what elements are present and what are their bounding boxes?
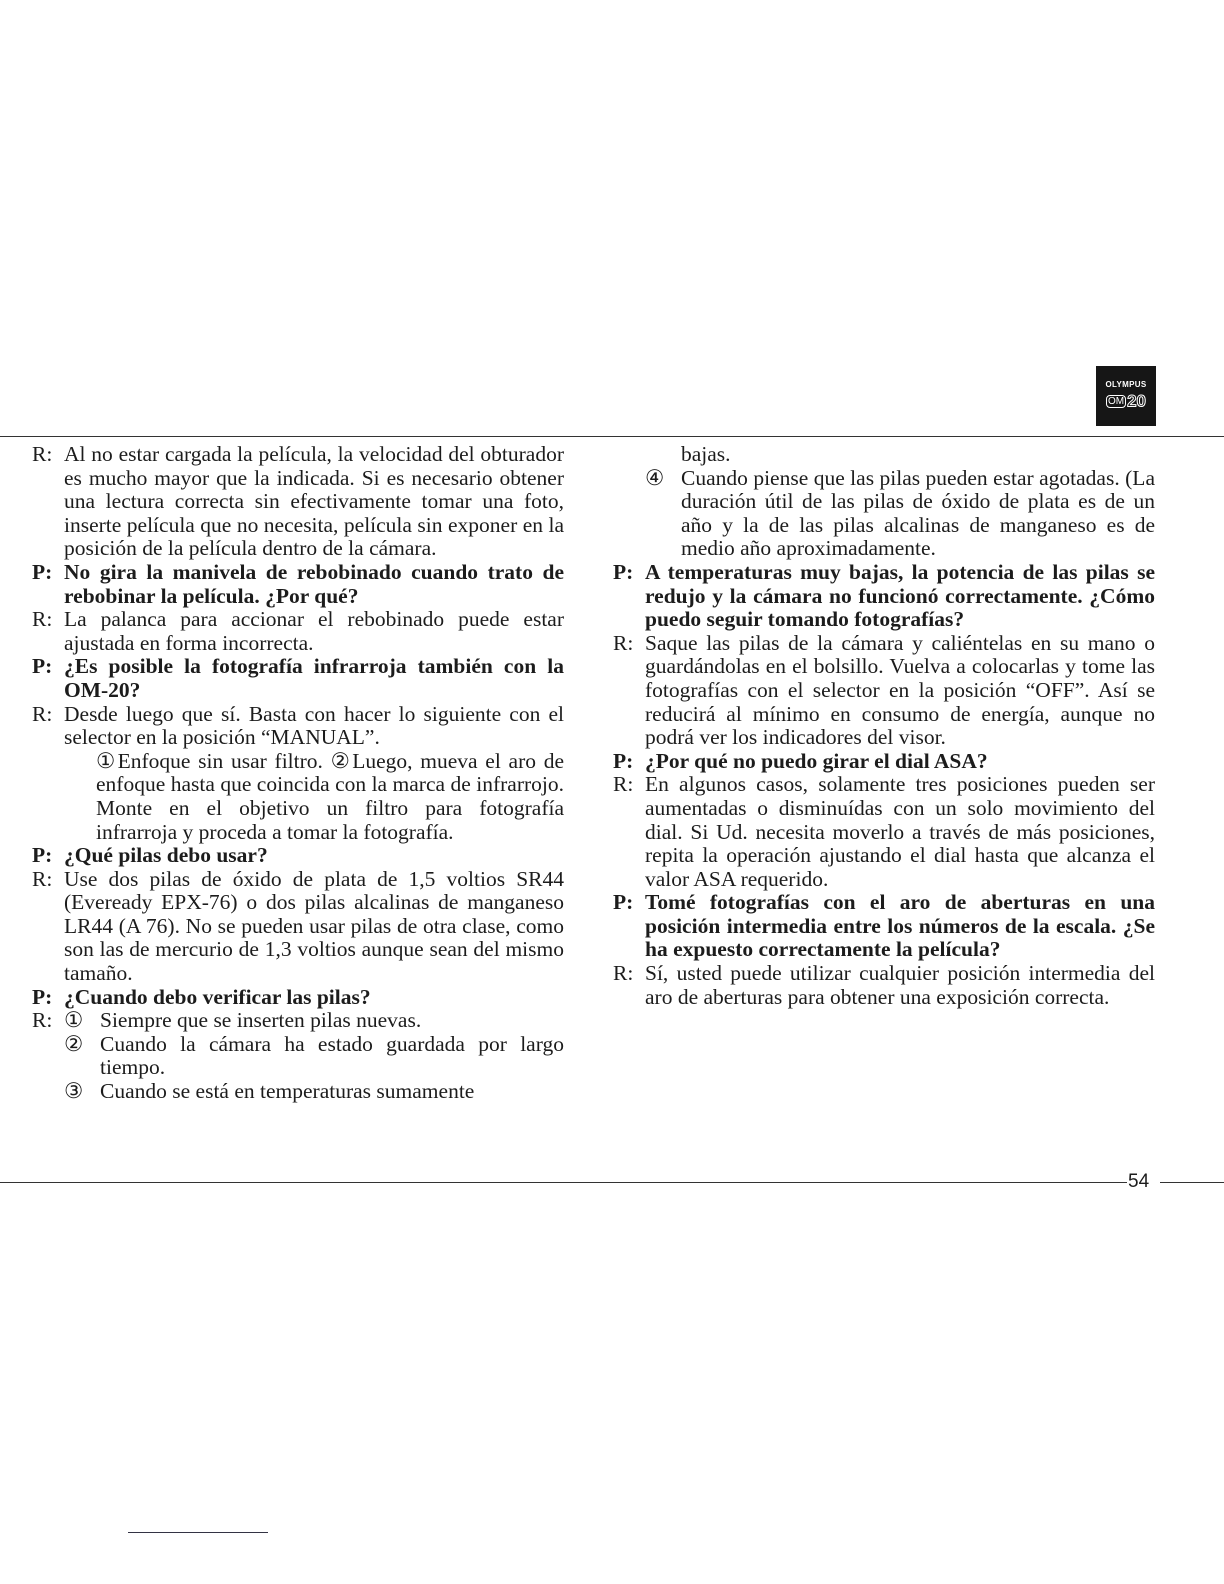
answer-label: R: <box>613 772 634 797</box>
list-item <box>64 1080 564 1104</box>
logo-model-prefix: OM <box>1107 395 1125 407</box>
answer-label: R: <box>32 442 53 466</box>
answer-label: R: <box>613 630 634 655</box>
logo-model <box>1096 391 1156 412</box>
question-text: ¿Por qué no puedo girar el dial ASA? <box>645 748 988 773</box>
item-number: ④ <box>645 465 665 490</box>
right-column <box>613 443 1155 1009</box>
answer-label: R: <box>32 866 53 891</box>
question-label: P: <box>32 843 53 868</box>
item-number: ① <box>64 1008 84 1033</box>
answer-text: Desde luego que sí. Basta con hacer lo siguiente con el selector en la posición “MANUAL”. <box>64 701 564 750</box>
question-text: ¿Cuando debo verificar las pilas? <box>64 984 371 1009</box>
answer-label: R: <box>32 607 53 632</box>
question-label: P: <box>32 559 53 584</box>
left-column <box>32 443 564 1104</box>
question-entry <box>32 844 564 868</box>
answer-label: R: <box>32 701 53 726</box>
item-text: Siempre que se inserten pilas nuevas. <box>100 1008 422 1033</box>
footnote-rule <box>128 1532 268 1533</box>
answer-entry <box>32 703 564 845</box>
question-entry <box>613 891 1155 962</box>
answer-text: Sí, usted puede utilizar cualquier posición intermedia del aro de aberturas para obtener una exposición correcta. <box>645 961 1155 1009</box>
answer-entry <box>32 1009 564 1103</box>
question-label: P: <box>32 984 53 1009</box>
answer-entry <box>32 868 564 986</box>
list-item <box>64 1033 564 1080</box>
question-text: A temperaturas muy bajas, la potencia de las pilas se redujo y la cámara no funcionó correctamente. ¿Cómo puedo seguir tomando fotografías? <box>645 559 1155 632</box>
question-text: Tomé fotografías con el aro de aberturas en una posición intermedia entre los números de la escala. ¿Se ha expuesto correctamente la película? <box>645 890 1155 962</box>
bottom-divider-right <box>1160 1182 1224 1183</box>
question-entry <box>32 561 564 608</box>
answer-text: La palanca para accionar el rebobinado puede estar ajustada en forma incorrecta. <box>64 607 564 655</box>
question-text: ¿Qué pilas debo usar? <box>64 843 268 868</box>
answer-label: R: <box>613 961 634 986</box>
question-text: No gira la manivela de rebobinado cuando trato de rebobinar la película. ¿Por qué? <box>64 559 564 608</box>
question-label: P: <box>613 748 634 773</box>
question-entry <box>32 986 564 1010</box>
answer-entry <box>613 632 1155 750</box>
answer-entry <box>32 443 564 561</box>
answer-text: Saque las pilas de la cámara y caliéntelas en su mano o guardándolas en el bolsillo. Vuelva a colocarlas y tome las fotografías con el selector en la posición “OFF”. Así se reducirá al mínimo en consumo de energía, aunque no podrá ver los indicadores del visor. <box>645 630 1155 750</box>
bottom-divider-left <box>0 1182 1127 1183</box>
question-label: P: <box>32 654 53 679</box>
infrared-steps: ①Enfoque sin usar filtro. ②Luego, mueva el aro de enfoque hasta que coincida con la marca de infrarrojo. Monte en el objetivo un filtro para fotografía infrarroja y proceda a tomar la fotografía. <box>96 748 564 844</box>
question-text: ¿Es posible la fotografía infrarroja también con la OM-20? <box>64 654 564 702</box>
answer-text: Al no estar cargada la película, la velocidad del obturador es mucho mayor que la indicada. Si es necesario obtener una lectura correcta sin efectivamente tomar una foto, inserte película que no necesita, película sin exponer en la posición de la película dentro de la cámara. <box>64 442 564 561</box>
logo-brand: OLYMPUS <box>1105 380 1147 389</box>
answer-entry <box>613 773 1155 891</box>
continued-text: bajas. <box>681 442 731 466</box>
question-entry <box>613 750 1155 774</box>
item-text: Cuando la cámara ha estado guardada por largo tiempo. <box>100 1031 564 1080</box>
item-text: Cuando se está en temperaturas sumamente <box>100 1079 475 1104</box>
list-item <box>613 467 1155 561</box>
answer-text: Use dos pilas de óxido de plata de 1,5 voltios SR44 (Eveready EPX-76) o dos pilas alcalinas de manganeso LR44 (A 76). No se pueden usar pilas de otra clase, como son las de mercurio de 1,3 voltios aunque sean del mismo tamaño. <box>64 866 564 986</box>
question-entry <box>613 561 1155 632</box>
answer-text: En algunos casos, solamente tres posiciones pueden ser aumentadas o disminuídas con un solo movimiento del dial. Si Ud. necesita moverlo a través de más posiciones, repita la operación ajustando el dial hasta que alcanza el valor ASA requerido. <box>645 772 1155 891</box>
item-text: Cuando piense que las pilas pueden estar agotadas. (La duración útil de las pilas de óxido de plata es de un año y la de las pilas alcalinas de manganeso es de medio año aproximadamente. <box>681 465 1155 561</box>
answer-entry <box>32 608 564 655</box>
top-divider <box>0 436 1224 437</box>
logo-model-number: 20 <box>1127 391 1147 411</box>
olympus-om20-logo <box>1096 366 1156 426</box>
answer-entry <box>613 962 1155 1009</box>
question-label: P: <box>613 559 634 584</box>
list-item <box>64 1009 564 1033</box>
item-number: ② <box>64 1031 84 1056</box>
page-number: 54 <box>1128 1171 1150 1192</box>
question-label: P: <box>613 890 634 915</box>
question-entry <box>32 655 564 702</box>
answer-label: R: <box>32 1008 53 1033</box>
item-number: ③ <box>64 1079 84 1104</box>
